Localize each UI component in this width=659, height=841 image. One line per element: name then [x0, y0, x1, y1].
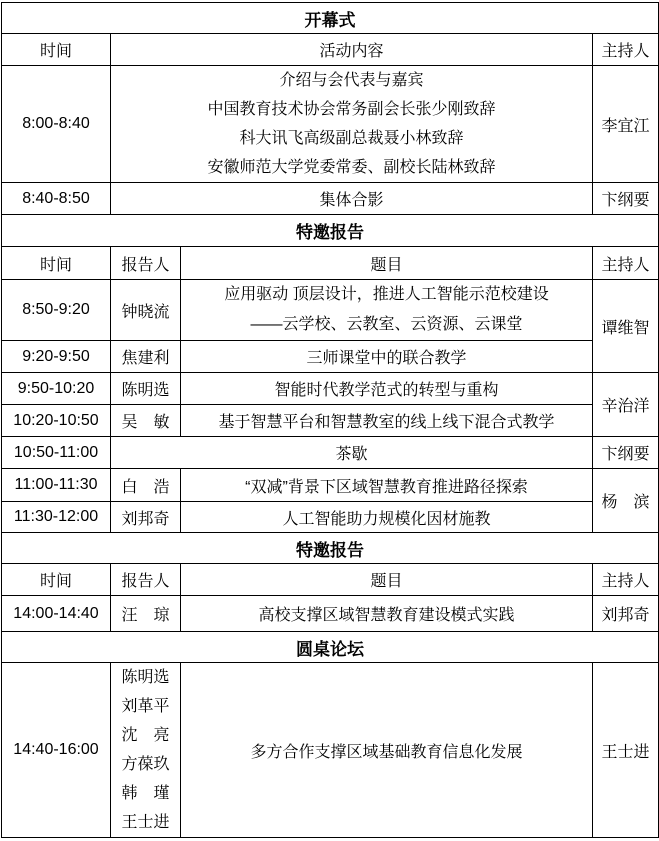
topic-cell: 三师课堂中的联合教学 [181, 341, 593, 373]
host-cell: 辛治洋 [593, 373, 659, 437]
time-cell: 8:40-8:50 [2, 183, 111, 215]
speaker-name: 韩 瑾 [121, 785, 170, 802]
host-cell: 卞纲要 [593, 183, 659, 215]
activity-line: 介绍与会代表与嘉宾 [279, 72, 424, 89]
section-title-opening: 开幕式 [2, 3, 659, 34]
speaker-name: 方葆玖 [121, 756, 170, 773]
time-cell: 9:20-9:50 [2, 341, 111, 373]
speaker-cell: 吴 敏 [111, 405, 181, 437]
speaker-name: 王士进 [121, 814, 170, 831]
speaker-cell: 刘邦奇 [111, 502, 181, 533]
schedule-row [2, 596, 659, 632]
time-cell: 8:50-9:20 [2, 280, 111, 341]
time-cell: 11:30-12:00 [2, 502, 111, 533]
schedule-row [2, 469, 659, 502]
section-invited2-title-row [2, 533, 659, 564]
speaker-cell: 汪 琼 [111, 596, 181, 632]
section-title-invited-reports: 特邀报告 [2, 533, 659, 564]
schedule-row [2, 183, 659, 215]
section-title-roundtable: 圆桌论坛 [2, 632, 659, 663]
col-header-activity: 活动内容 [111, 34, 593, 66]
col-header-speaker: 报告人 [111, 247, 181, 280]
section-opening-title-row [2, 3, 659, 34]
activity-line: 安徽师范大学党委常委、副校长陆林致辞 [207, 159, 496, 176]
activity-line: 科大讯飞高级副总裁聂小林致辞 [239, 130, 464, 147]
speaker-name: 陈明选 [121, 669, 170, 686]
activity-line: 中国教育技术协会常务副会长张少刚致辞 [207, 101, 496, 118]
col-header-speaker: 报告人 [111, 564, 181, 596]
activity-cell [111, 66, 593, 183]
opening-header-row [2, 34, 659, 66]
host-cell: 卞纲要 [593, 437, 659, 469]
time-cell: 11:00-11:30 [2, 469, 111, 502]
col-header-time: 时间 [2, 247, 111, 280]
time-cell: 9:50-10:20 [2, 373, 111, 405]
schedule-row [2, 373, 659, 405]
speakers-cell [111, 663, 181, 838]
topic-cell: 基于智慧平台和智慧教室的线上线下混合式教学 [181, 405, 593, 437]
topic-cell: 高校支撑区域智慧教育建设模式实践 [181, 596, 593, 632]
schedule-row [2, 280, 659, 341]
speaker-cell: 白 浩 [111, 469, 181, 502]
topic-cell: 智能时代教学范式的转型与重构 [181, 373, 593, 405]
schedule-row [2, 502, 659, 533]
schedule-row [2, 66, 659, 183]
schedule-row [2, 663, 659, 838]
time-cell: 14:00-14:40 [2, 596, 111, 632]
section-roundtable-title-row [2, 632, 659, 663]
topic-cell: “双减”背景下区域智慧教育推进路径探索 [181, 469, 593, 502]
topic-cell: 人工智能助力规模化因材施教 [181, 502, 593, 533]
time-cell: 14:40-16:00 [2, 663, 111, 838]
col-header-topic: 题目 [181, 564, 593, 596]
host-cell: 李宜江 [593, 66, 659, 183]
col-header-time: 时间 [2, 564, 111, 596]
time-cell: 8:00-8:40 [2, 66, 111, 183]
schedule-row [2, 437, 659, 469]
time-cell: 10:50-11:00 [2, 437, 111, 469]
col-header-time: 时间 [2, 34, 111, 66]
col-header-host: 主持人 [593, 34, 659, 66]
host-cell: 杨 滨 [593, 469, 659, 533]
invited1-header-row [2, 247, 659, 280]
schedule-row [2, 405, 659, 437]
topic-line: 应用驱动 顶层设计，推进人工智能示范校建设 [224, 286, 549, 303]
topic-line: ——云学校、云教室、云资源、云课堂 [250, 316, 523, 333]
host-cell: 王士进 [593, 663, 659, 838]
host-cell: 刘邦奇 [593, 596, 659, 632]
col-header-host: 主持人 [593, 247, 659, 280]
speaker-cell: 焦建利 [111, 341, 181, 373]
speaker-name: 刘革平 [121, 698, 170, 715]
topic-cell: 多方合作支撑区域基础教育信息化发展 [181, 663, 593, 838]
speaker-cell: 钟晓流 [111, 280, 181, 341]
col-header-topic: 题目 [181, 247, 593, 280]
activity-cell: 茶歇 [111, 437, 593, 469]
host-cell: 谭维智 [593, 280, 659, 373]
conference-schedule-table [1, 2, 659, 838]
activity-cell: 集体合影 [111, 183, 593, 215]
schedule-row [2, 341, 659, 373]
invited2-header-row [2, 564, 659, 596]
time-cell: 10:20-10:50 [2, 405, 111, 437]
col-header-host: 主持人 [593, 564, 659, 596]
section-title-invited-reports: 特邀报告 [2, 215, 659, 247]
section-invited1-title-row [2, 215, 659, 247]
speaker-name: 沈 亮 [121, 727, 170, 744]
topic-cell [181, 280, 593, 341]
speaker-cell: 陈明选 [111, 373, 181, 405]
